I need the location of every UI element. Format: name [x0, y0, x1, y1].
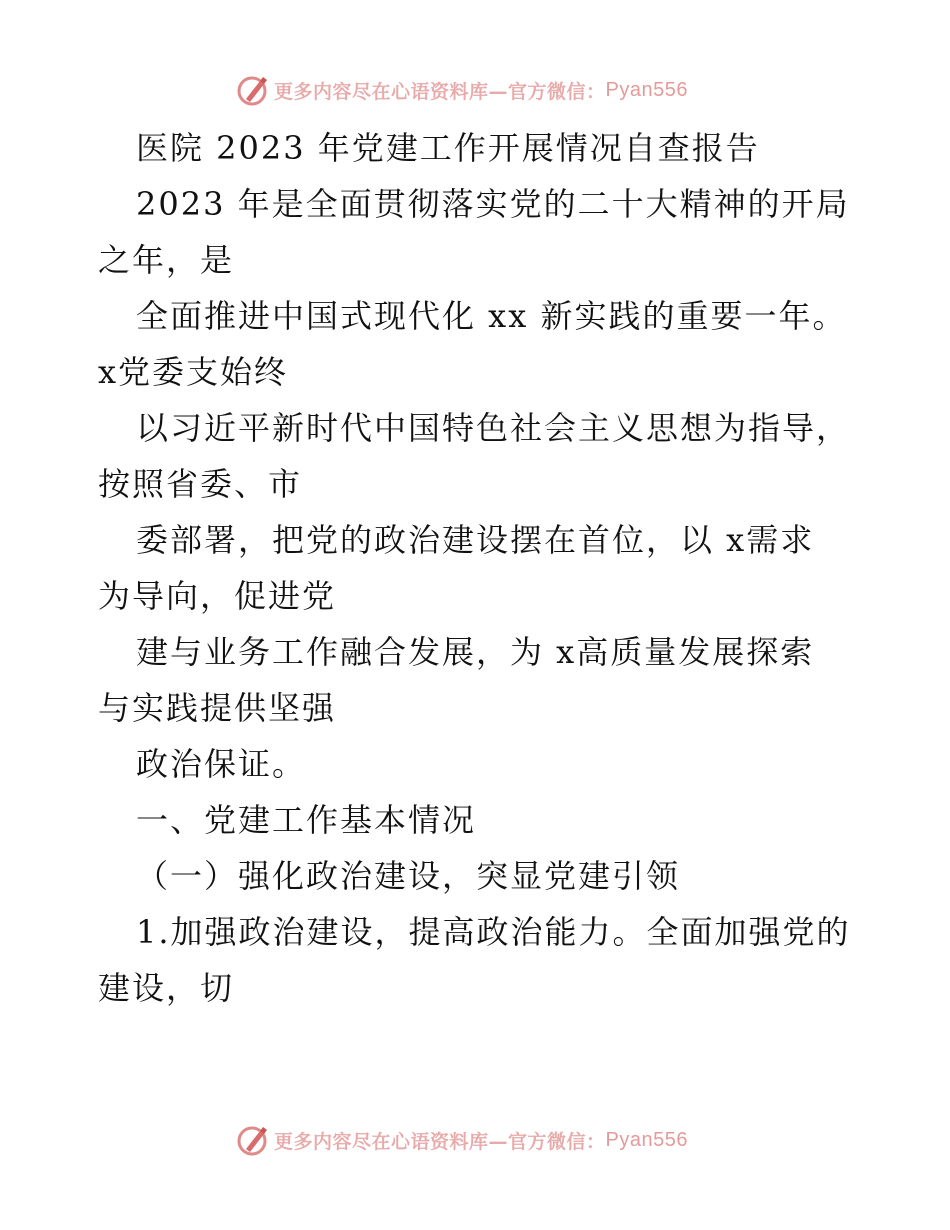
paragraph-line: 与实践提供坚强 — [98, 689, 337, 727]
banner-text: 更多内容尽在心语资料库—官方微信： — [274, 80, 606, 103]
document-body — [98, 120, 878, 1016]
banner-wechat-id: Pyan556 — [605, 78, 688, 101]
paragraph-line: 2023 年是全面贯彻落实党的二十大精神的开局 — [136, 185, 850, 223]
paragraph-line: 建设，切 — [98, 969, 235, 1007]
paragraph-line: 以习近平新时代中国特色社会主义思想为指导， — [136, 409, 851, 447]
section-heading: 一、党建工作基本情况 — [136, 801, 477, 839]
paragraph-line: x党委支始终 — [98, 353, 289, 391]
paragraph-line: 政治保证。 — [136, 745, 307, 783]
watermark-banner-top — [236, 72, 688, 108]
paragraph-line: 全面推进中国式现代化 xx 新实践的重要一年。 — [136, 297, 847, 335]
paragraph-line: 按照省委、市 — [98, 465, 303, 503]
subsection-heading: （一）强化政治建设，突显党建引领 — [136, 857, 681, 895]
paragraph-line: 委部署，把党的政治建设摆在首位，以 x需求 — [136, 521, 815, 559]
watermark-banner-bottom — [236, 1122, 688, 1158]
banner-wechat-id: Pyan556 — [605, 1128, 688, 1151]
paragraph-line: 之年，是 — [98, 241, 235, 279]
pen-logo-icon — [236, 1123, 270, 1157]
pen-logo-icon — [236, 73, 270, 107]
document-title: 医院 2023 年党建工作开展情况自查报告 — [136, 129, 760, 167]
banner-text: 更多内容尽在心语资料库—官方微信： — [274, 1130, 606, 1153]
paragraph-line: 1.加强政治建设，提高政治能力。全面加强党的 — [136, 913, 851, 951]
paragraph-line: 建与业务工作融合发展，为 x高质量发展探索 — [136, 633, 815, 671]
paragraph-line: 为导向，促进党 — [98, 577, 337, 615]
